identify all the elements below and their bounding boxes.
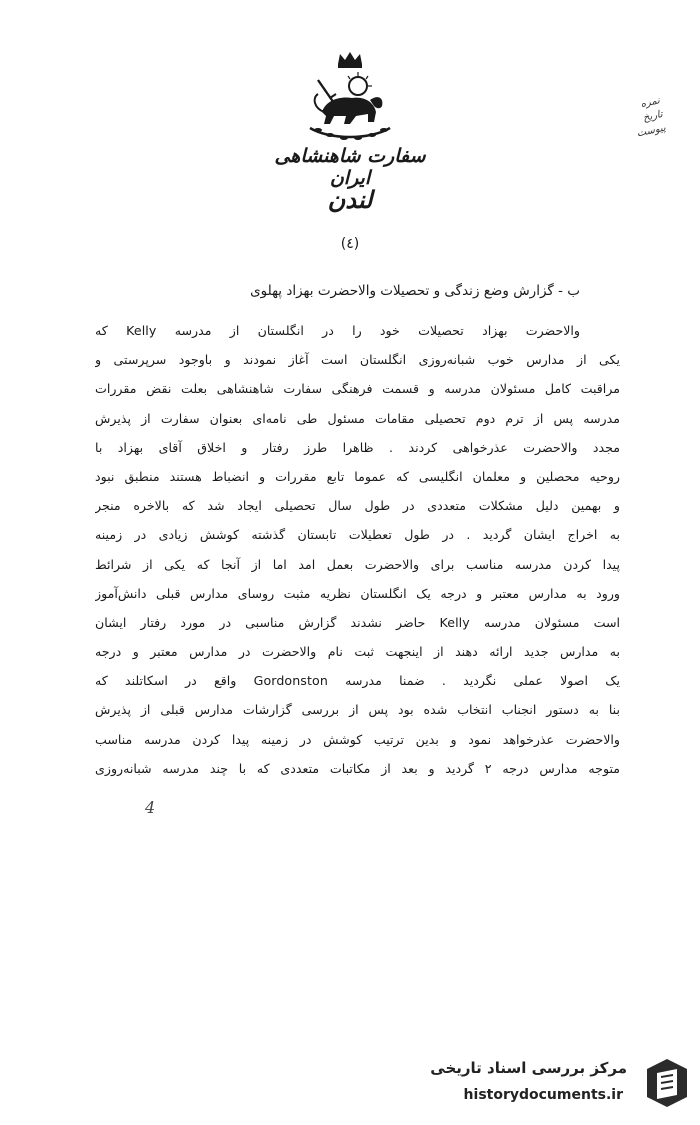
- margin-note: [600, 94, 669, 153]
- embassy-title: سفارت شاهنشاهی ایران: [274, 145, 426, 189]
- margin-note-date: تاریخ: [642, 108, 664, 124]
- paragraph-line: به مدارس جدید ارائه دهند از اینجهت ثبت نام والاحضرت در مدارس معتبر و درجه: [95, 644, 620, 660]
- historydocuments-logo-icon: [643, 1057, 691, 1109]
- watermark-name: مرکز بررسی اسناد تاریخی: [430, 1059, 627, 1077]
- page-number: (٤): [340, 236, 360, 252]
- paragraph-line: مدرسه پس از ترم دوم تحصیلی مقامات مسئول طی نامه‌ای بعنوان سفارت از پذیرش: [95, 410, 620, 426]
- watermark-url: historydocuments.ir: [463, 1087, 623, 1103]
- city-title: لندن: [327, 185, 373, 214]
- paragraph-line: ورود به مدارس معتبر و درجه یک انگلستان نظریه مثبت روسای مدارس قبلی دانش‌آموز: [95, 585, 620, 601]
- handwritten-mark: 4: [145, 798, 156, 817]
- paragraph-line: مراقبت کامل مسئولان مدرسه و قسمت فرهنگی سفارت شاهنشاهی بعلت نقض مقررات: [95, 381, 620, 397]
- watermark: [418, 1055, 693, 1115]
- margin-note-attachment: پیوست: [635, 122, 667, 140]
- paragraph-line: والاحضرت بهزاد تحصیلات خود را در انگلستان از مدرسه Kelly که: [95, 323, 580, 338]
- paragraph-line: است مسئولان مدرسه Kelly حاضر نشدند گزارش مناسبی در مورد رفتار ایشان: [95, 614, 620, 630]
- lion-and-sun-emblem-icon: [300, 50, 400, 142]
- paragraph-line: متوجه مدارس درجه ۲ گردید و بعد از مکاتبات متعددی که با چند مدرسه شبانه‌روزی: [95, 760, 620, 776]
- paragraph-line: و بهمین دلیل مشکلات متعددی در طول سال تحصیلی ایجاد شد که بالاخره منجر: [95, 498, 620, 514]
- paragraph-line: مجدد والاحضرت عذرخواهی کردند . ظاهرا طرز رفتار و اخلاق آقای بهزاد با: [95, 439, 620, 455]
- paragraph-line: بنا به دستور انجناب انتخاب شده بود پس از بررسی گزارشات مدارس قبلی از پذیرش: [95, 702, 620, 718]
- paragraph-line: والاحضرت عذرخواهد نمود و بدین ترتیب کوشش در زمینه پیدا کردن مدرسه مناسب: [95, 731, 620, 747]
- paragraph-line: یکی از مدارس خوب شبانه‌روزی انگلستان است آغاز نمودند و باوجود سرپرستی و: [95, 352, 620, 368]
- paragraph-line: روحیه محصلین و معلمان انگلیسی که عموما تابع مقررات و انضباط هستند منطبق نبود: [95, 468, 620, 484]
- paragraph-line: یک اصولا عملی نگردید . ضمنا مدرسه Gordonston واقع در اسکاتلند که: [95, 673, 620, 689]
- margin-note-number: نمره: [639, 95, 661, 111]
- section-heading: ب - گزارش وضع زندگی و تحصیلات والاحضرت بهزاد پهلوی: [250, 283, 580, 299]
- body-paragraph: [95, 316, 620, 783]
- paragraph-line: به اخراج ایشان گردید . در طول تعطیلات تابستان گذشته کوشش زیادی در زمینه: [95, 527, 620, 543]
- paragraph-line: پیدا کردن مدرسه مناسب برای والاحضرت بعمل امد اما از آنجا که یکی از شرائط: [95, 556, 620, 572]
